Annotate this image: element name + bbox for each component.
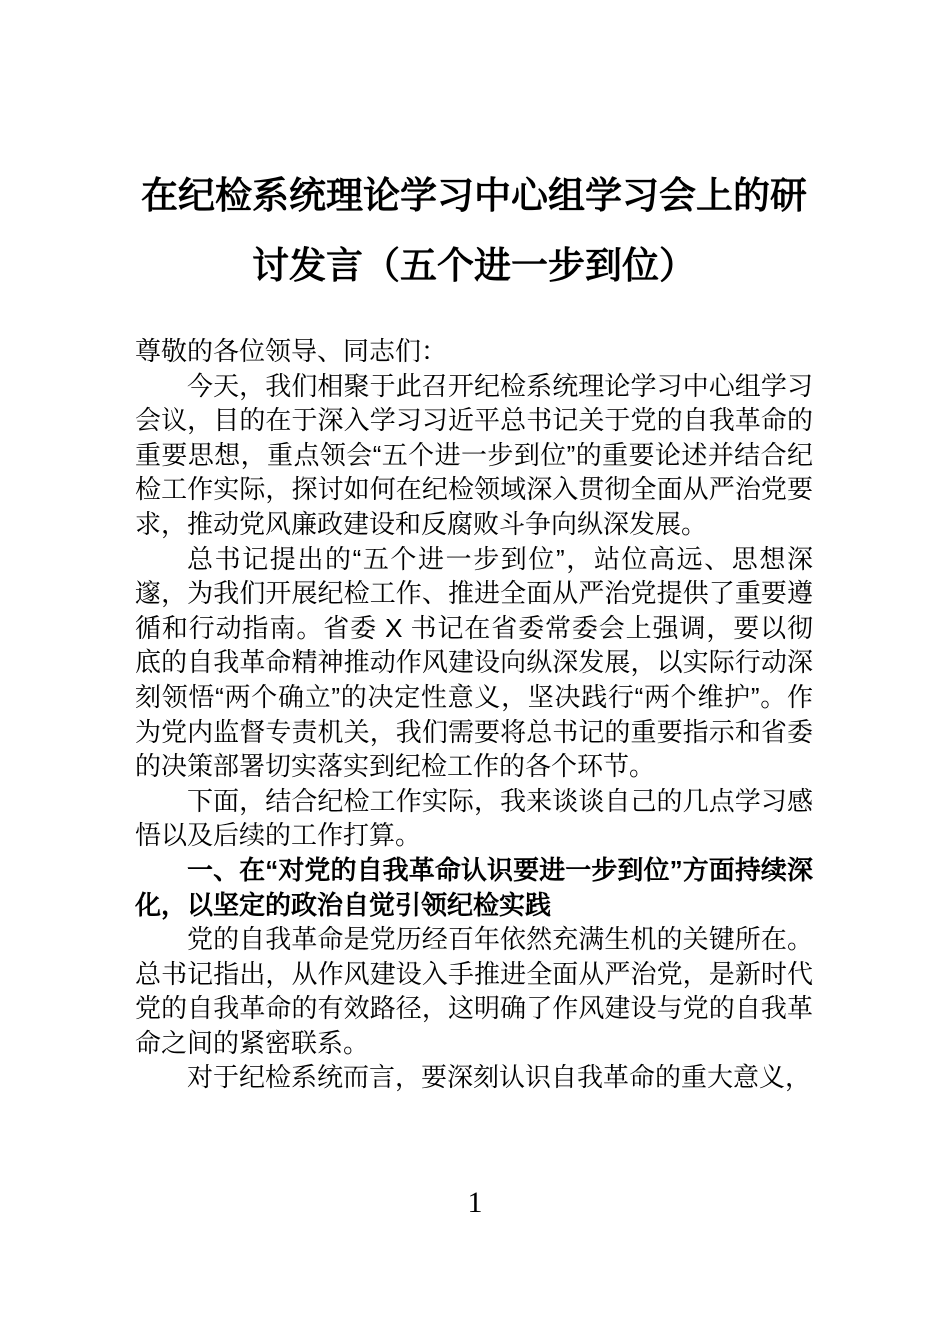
paragraph: 对于纪检系统而言，要深刻认识自我革命的重大意义，: [187, 1062, 812, 1093]
paragraph: 下面，结合纪检工作实际，我来谈谈自己的几点学习感悟以及后续的工作打算。: [135, 785, 813, 851]
paragraph: 总书记提出的“五个进一步到位”，站位高远、思想深邃，为我们开展纪检工作、推进全面从严治党提供了重要遵循和行动指南。省委 X 书记在省委常委会上强调，要以彻底的自我革命精神推动作风建设向纵深发展，以实际行动深刻领悟“两个确立”的决定性意义，坚决践行“两个维护”。作为党内监督专责机关，我们需要将总书记的重要指示和省委的决策部署切实落实到纪检工作的各个环节。: [135, 543, 813, 782]
document-title: 在纪检系统理论学习中心组学习会上的研讨发言（五个进一步到位）: [141, 175, 807, 286]
section-heading: 一、在“对党的自我革命认识要进一步到位”方面持续深化，以坚定的政治自觉引领纪检实践: [135, 854, 813, 920]
paragraph: 党的自我革命是党历经百年依然充满生机的关键所在。总书记指出，从作风建设入手推进全面从严治党，是新时代党的自我革命的有效路径，这明确了作风建设与党的自我革命之间的紧密联系。: [135, 924, 813, 1058]
paragraph: 尊敬的各位领导、同志们：: [135, 336, 448, 366]
document-body: [135, 334, 813, 1095]
paragraph: 今天，我们相聚于此召开纪检系统理论学习中心组学习会议，目的在于深入学习习近平总书记关于党的自我革命的重要思想，重点领会“五个进一步到位”的重要论述并结合纪检工作实际，探讨如何在纪检领域深入贯彻全面从严治党要求，推动党风廉政建设和反腐败斗争向纵深发展。: [135, 370, 813, 539]
page-number: 1: [467, 1186, 483, 1219]
